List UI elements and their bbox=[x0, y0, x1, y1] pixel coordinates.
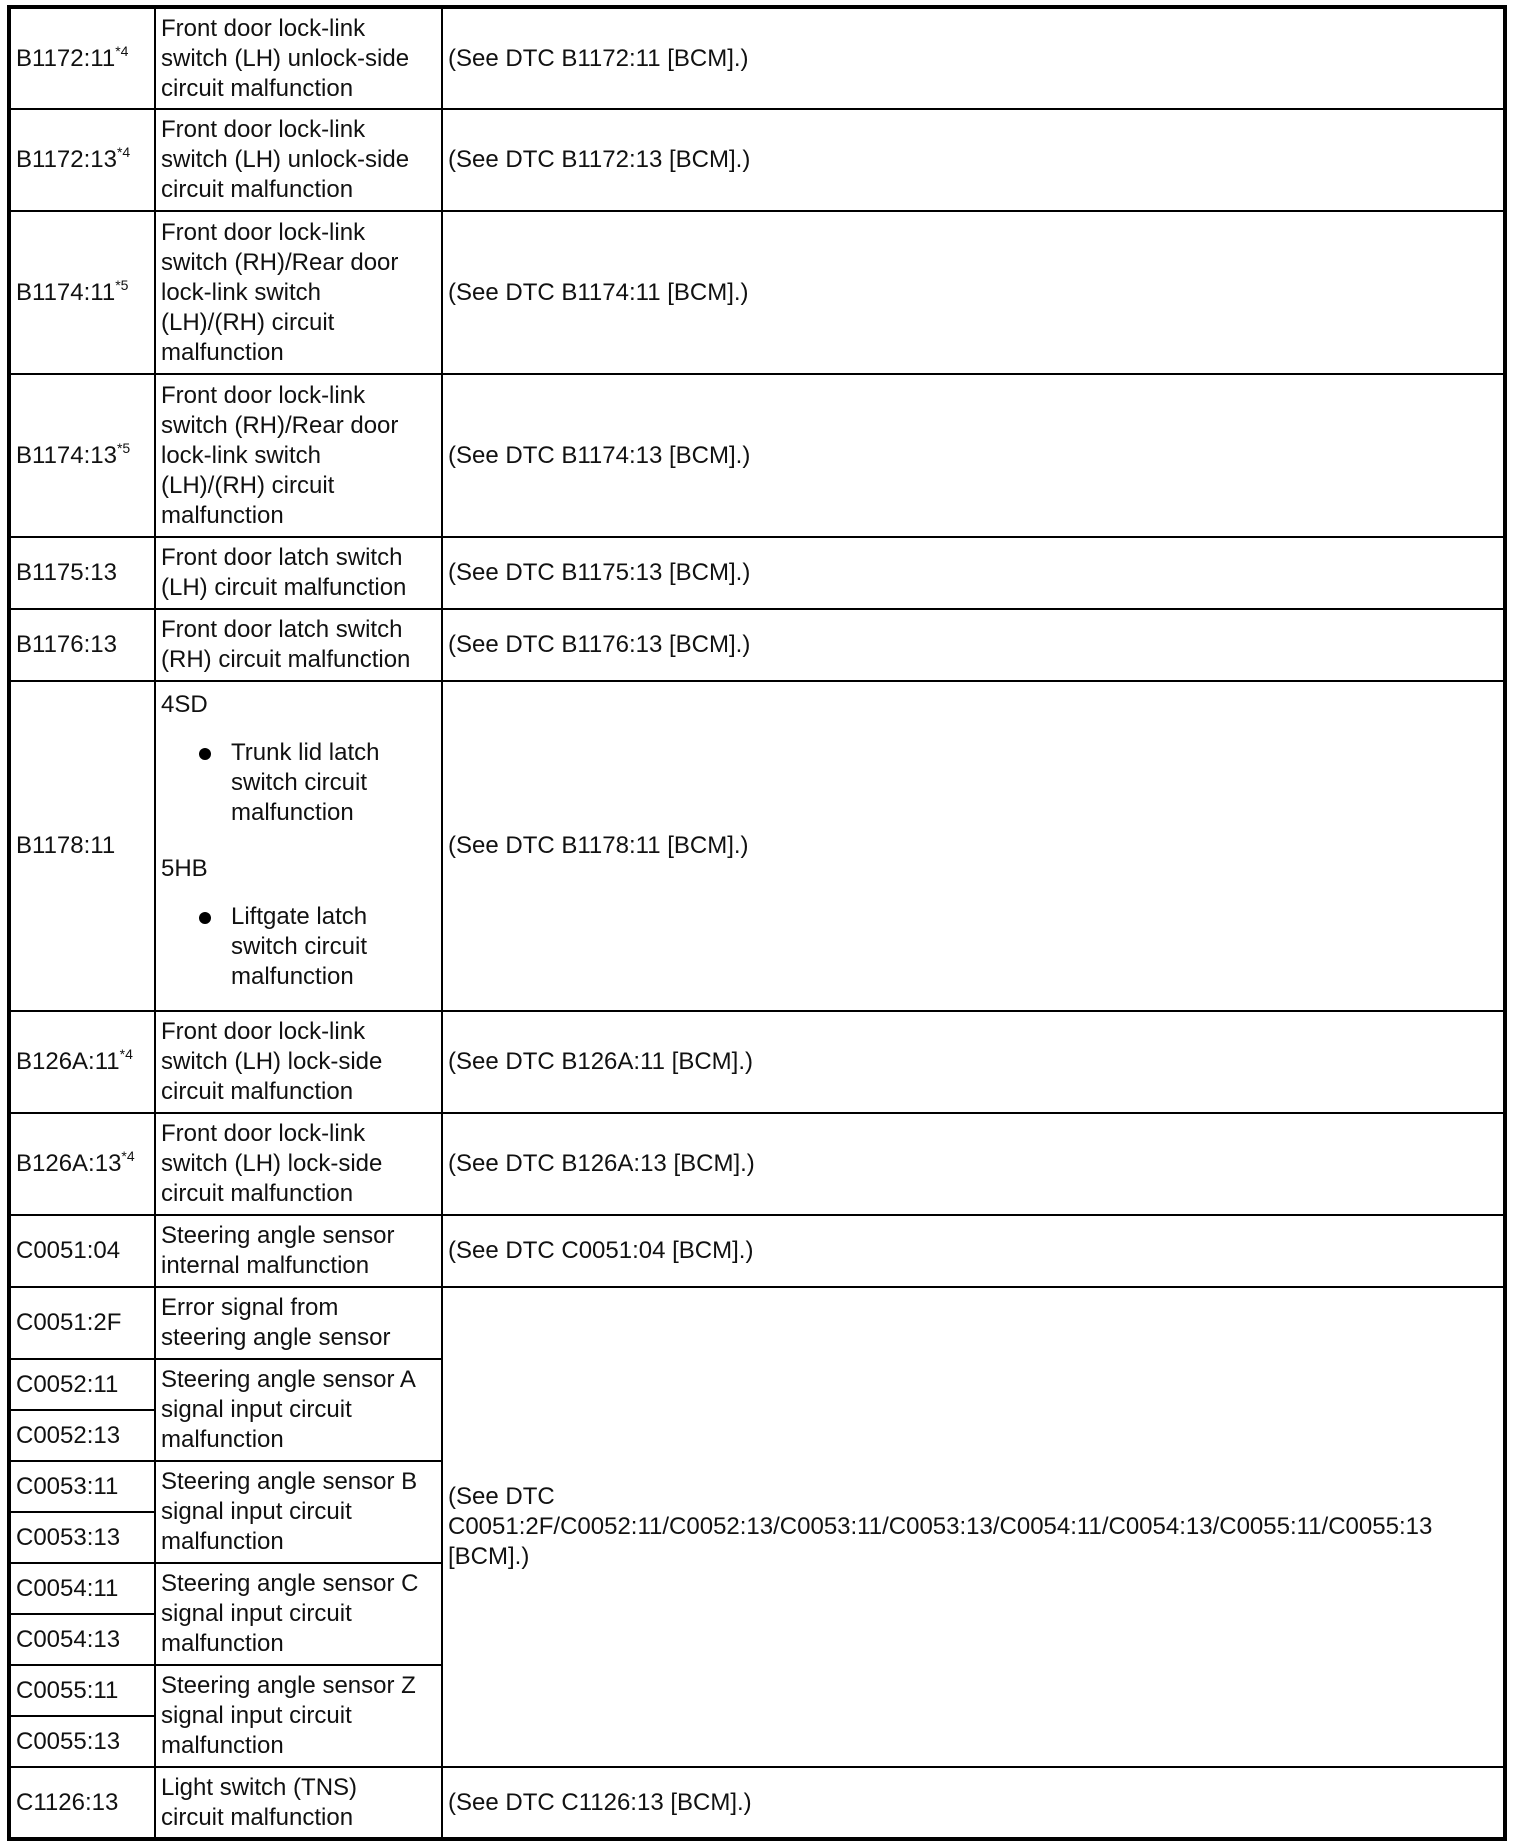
dtc-description: Steering angle sensor internal malfunction bbox=[155, 1215, 442, 1287]
dtc-description: Light switch (TNS) circuit malfunction bbox=[155, 1767, 442, 1839]
dtc-reference: (See DTC B1176:13 [BCM].) bbox=[442, 609, 1505, 681]
dtc-reference: (See DTC C1126:13 [BCM].) bbox=[442, 1767, 1505, 1839]
dtc-description: Steering angle sensor A signal input circuit malfunction bbox=[155, 1359, 442, 1461]
dtc-code: B126A:11$^{*4}$ bbox=[9, 1011, 155, 1113]
dtc-reference: (See DTC B1174:11 [BCM].) bbox=[442, 211, 1505, 374]
dtc-description: Steering angle sensor C signal input circuit malfunction bbox=[155, 1563, 442, 1665]
table-row bbox=[9, 1287, 1505, 1359]
dtc-reference: (See DTC C0051:04 [BCM].) bbox=[442, 1215, 1505, 1287]
dtc-description: Front door latch switch (LH) circuit malfunction bbox=[155, 537, 442, 609]
dtc-description: Steering angle sensor Z signal input circuit malfunction bbox=[155, 1665, 442, 1767]
table-row bbox=[9, 609, 1505, 681]
dtc-description: Front door lock-link switch (LH) unlock-side circuit malfunction bbox=[155, 109, 442, 211]
dtc-code: C0054:11 bbox=[9, 1563, 155, 1614]
dtc-reference: (See DTC B126A:11 [BCM].) bbox=[442, 1011, 1505, 1113]
dtc-description: Steering angle sensor B signal input circuit malfunction bbox=[155, 1461, 442, 1563]
dtc-code: C0053:13 bbox=[9, 1512, 155, 1563]
dtc-code: B126A:13$^{*4}$ bbox=[9, 1113, 155, 1215]
dtc-code: B1174:13$^{*5}$ bbox=[9, 374, 155, 537]
dtc-code: B1178:11 bbox=[9, 681, 155, 1011]
variant-label-4sd: 4SD bbox=[161, 691, 208, 718]
table-row bbox=[9, 1767, 1505, 1839]
dtc-code: B1176:13 bbox=[9, 609, 155, 681]
dtc-code: C0055:11 bbox=[9, 1665, 155, 1716]
table-row bbox=[9, 7, 1505, 109]
dtc-code: C0054:13 bbox=[9, 1614, 155, 1665]
dtc-code: B1172:13$^{*4}$ bbox=[9, 109, 155, 211]
footnote-mark: *4 bbox=[121, 1148, 135, 1164]
table-row bbox=[9, 1113, 1505, 1215]
bullet-text: Liftgate latch switch circuit malfunction bbox=[231, 903, 368, 990]
footnote-mark: *5 bbox=[116, 439, 131, 456]
dtc-description: Error signal from steering angle sensor bbox=[155, 1287, 442, 1359]
dtc-description: Front door lock-link switch (LH) lock-side circuit malfunction bbox=[155, 1113, 442, 1215]
dtc-description: Front door lock-link switch (LH) unlock-side circuit malfunction bbox=[155, 7, 442, 109]
dtc-code: C0051:04 bbox=[9, 1215, 155, 1287]
footnote-mark: *4 bbox=[119, 1046, 133, 1062]
dtc-reference: (See DTC B126A:13 [BCM].) bbox=[442, 1113, 1505, 1215]
dtc-description: Front door lock-link switch (LH) lock-side circuit malfunction bbox=[155, 1011, 442, 1113]
table-row bbox=[9, 211, 1505, 374]
dtc-code: C0052:11 bbox=[9, 1359, 155, 1410]
dtc-code: C1126:13 bbox=[9, 1767, 155, 1839]
dtc-reference: (See DTC B1175:13 [BCM].) bbox=[442, 537, 1505, 609]
table-row bbox=[9, 374, 1505, 537]
table-row bbox=[9, 681, 1505, 1011]
footnote-mark: *4 bbox=[115, 42, 129, 59]
dtc-code: B1174:11$^{*5}$ bbox=[9, 211, 155, 374]
dtc-reference: (See DTC B1178:11 [BCM].) bbox=[442, 681, 1505, 1011]
table-row bbox=[9, 537, 1505, 609]
list-item bbox=[199, 738, 436, 846]
dtc-reference: (See DTC B1172:11 [BCM].) bbox=[442, 7, 1505, 109]
dtc-reference: (See DTC B1172:13 [BCM].) bbox=[442, 109, 1505, 211]
dtc-description: Front door latch switch (RH) circuit malfunction bbox=[155, 609, 442, 681]
dtc-code: C0051:2F bbox=[9, 1287, 155, 1359]
table-row bbox=[9, 1011, 1505, 1113]
bullet-text: Trunk lid latch switch circuit malfunction bbox=[231, 739, 380, 826]
dtc-description bbox=[155, 681, 442, 1011]
table-row bbox=[9, 109, 1505, 211]
table-row bbox=[9, 1215, 1505, 1287]
dtc-code: C0052:13 bbox=[9, 1410, 155, 1461]
dtc-reference: (See DTC B1174:13 [BCM].) bbox=[442, 374, 1505, 537]
dtc-code: C0053:11 bbox=[9, 1461, 155, 1512]
dtc-code: B1172:11$^{*4}$ bbox=[9, 7, 155, 109]
dtc-description: Front door lock-link switch (RH)/Rear door lock-link switch (LH)/(RH) circuit malfunction bbox=[155, 211, 442, 374]
bullet-icon bbox=[199, 912, 211, 924]
list-item bbox=[199, 902, 436, 1010]
dtc-code: C0055:13 bbox=[9, 1716, 155, 1767]
footnote-mark: *4 bbox=[116, 144, 131, 160]
dtc-reference-merged: (See DTC C0051:2F/C0052:11/C0052:13/C0053:11/C0053:13/C0054:11/C0054:13/C0055:11/C0055:13 [BCM].) bbox=[442, 1287, 1505, 1767]
bullet-icon bbox=[199, 748, 211, 760]
variant-label-5hb: 5HB bbox=[161, 855, 208, 882]
dtc-code: B1175:13 bbox=[9, 537, 155, 609]
dtc-description: Front door lock-link switch (RH)/Rear door lock-link switch (LH)/(RH) circuit malfunction bbox=[155, 374, 442, 537]
dtc-table bbox=[7, 5, 1507, 1841]
footnote-mark: *5 bbox=[115, 276, 129, 293]
